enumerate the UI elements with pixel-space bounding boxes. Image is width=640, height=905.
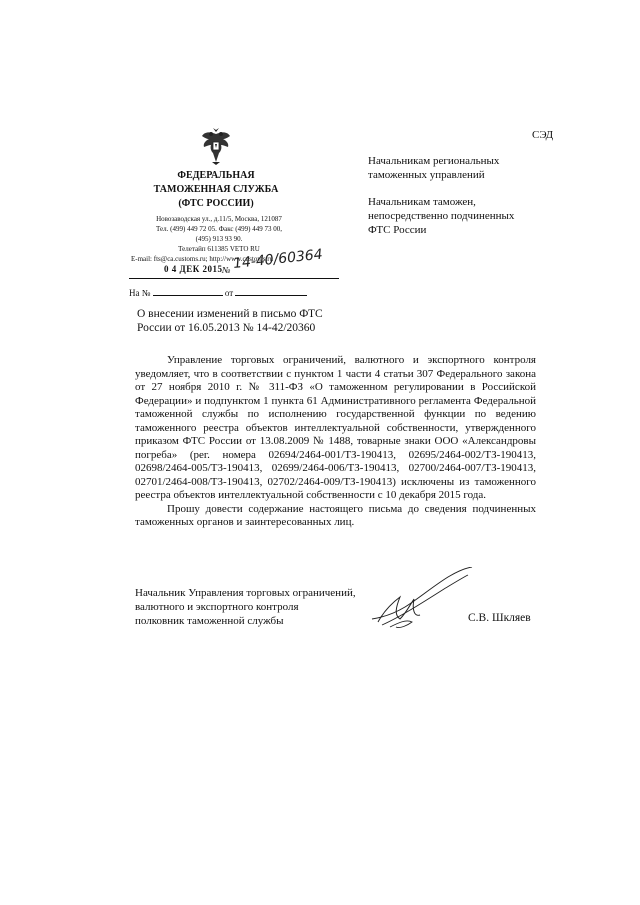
handwritten-signature-icon <box>370 567 475 632</box>
signer-position <box>135 586 356 628</box>
handwritten-number: 14-40/60364 <box>232 246 324 272</box>
agency-name <box>132 169 300 211</box>
subject-line-2: России от 16.05.2013 № 14-42/20360 <box>137 322 316 334</box>
position-line-2: валютного и экспортного контроля <box>135 601 299 613</box>
addressee <box>368 154 514 237</box>
position-line-1: Начальник Управления торговых ограничений, <box>135 587 356 599</box>
ref-date-blank <box>235 286 307 296</box>
agency-line-2: ТАМОЖЕННАЯ СЛУЖБА <box>153 184 279 195</box>
body-paragraph-2: Прошу довести содержание настоящего письма до сведения подчиненных таможенных органов и заинтересованных лиц. <box>135 502 536 528</box>
number-sign: № <box>222 265 231 275</box>
ref-number-blank <box>153 286 223 296</box>
address-line-1: Новозаводская ул., д.11/5, Москва, 121087 <box>156 215 282 223</box>
agency-line-3: (ФТС РОССИИ) <box>178 198 254 209</box>
position-line-3: полковник таможенной службы <box>135 615 284 627</box>
address-line-4: Телетайп 611385 VETO RU <box>178 245 260 253</box>
letter-body <box>135 354 536 530</box>
registration-underline <box>129 278 339 279</box>
double-headed-eagle-icon <box>201 126 231 166</box>
body-paragraph-1: Управление торговых ограничений, валютного и экспортного контроля уведомляет, что в соответствии с пунктом 1 части 4 статьи 307 Федерального закона от 27 ноября 2010 г. № 311-ФЗ «О таможенном регулировании в Российской Федерации» и подпунктом 1 пункта 61 Административного регламента Федеральной таможенной службы по исполнению государственной функции по ведению таможенного реестра объектов интеллектуальной собственности, утвержденного приказом ФТС России от 13.08.2009 № 1488, товарные знаки ООО «Александровы погреба» (рег. номера 02694/2464-001/ТЗ-190413, 02695/2464-002/ТЗ-190413, 02698/2464-005/ТЗ-190413, 02699/2464-006/ТЗ-190413, 02700/2464-007/ТЗ-190413, 02701/2464-008/ТЗ-190413, 02702/2464-009/ТЗ-190413) исключены из таможенного реестра объектов интеллектуальной собственности с 10 декабря 2015 года. <box>135 354 536 501</box>
address-email: E-mail: fts@ca.customs.ru; http://www.customs.ru <box>131 255 274 263</box>
subject <box>137 307 323 335</box>
addressee-1-line-1: Начальникам региональных <box>368 155 500 167</box>
agency-line-1: ФЕДЕРАЛЬНАЯ <box>177 170 255 181</box>
date-stamp: 0 4 ДЕК 2015 <box>164 264 223 274</box>
addressee-2-line-2: непосредственно подчиненных <box>368 210 515 222</box>
ref-na-label: На № <box>129 288 151 298</box>
addressee-2-line-1: Начальникам таможен, <box>368 196 476 208</box>
addressee-2-line-3: ФТС России <box>368 224 427 236</box>
signer-name: С.В. Шкляев <box>468 612 531 624</box>
address-line-3: (495) 913 93 90. <box>195 235 243 243</box>
reference-line <box>129 286 307 298</box>
address-line-2: Тел. (499) 449 72 05. Факс (499) 449 73 00, <box>156 225 282 233</box>
sed-label: СЭД <box>532 129 554 141</box>
subject-line-1: О внесении изменений в письмо ФТС <box>137 308 323 320</box>
ref-ot-label: от <box>224 288 234 298</box>
addressee-1-line-2: таможенных управлений <box>368 169 485 181</box>
